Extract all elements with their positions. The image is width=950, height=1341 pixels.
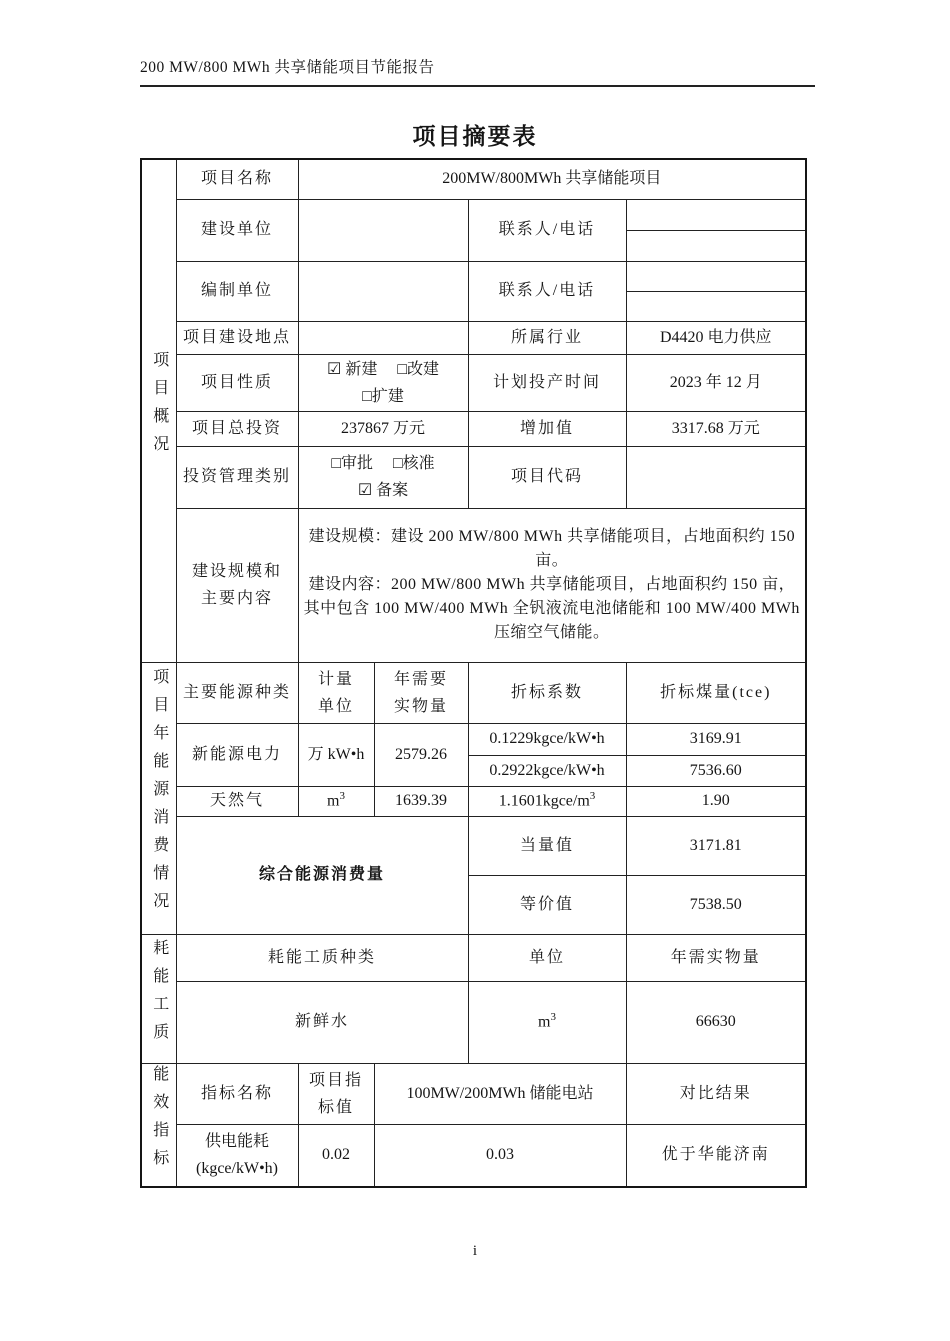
power-consumption-result-cell: 优于华能济南 <box>626 1124 806 1186</box>
electricity-coal2-cell: 7536.60 <box>626 755 806 786</box>
power-consumption-name-cell <box>176 1124 298 1186</box>
compiling-unit-label-cell: 编制单位 <box>176 261 298 321</box>
section-cell-efficiency <box>141 1063 176 1187</box>
scale-label-cell <box>176 508 298 662</box>
commissioning-label-cell: 计划投产时间 <box>468 354 626 411</box>
energy-unit-header-cell <box>298 662 374 723</box>
fresh-water-unit-base: m <box>538 1013 551 1031</box>
scale-label-line2: 主要内容 <box>200 590 273 607</box>
construction-contact-label-cell: 联系人/电话 <box>468 199 626 261</box>
compiling-contact-value-cell-1-empty <box>626 261 806 291</box>
indicator-name-header-cell: 指标名称 <box>176 1063 298 1124</box>
equivalent-label-cell: 当量值 <box>468 816 626 875</box>
medium-unit-header-cell: 单位 <box>468 934 626 981</box>
energy-type-header-cell: 主要能源种类 <box>176 662 298 723</box>
equivalent-value-cell: 3171.81 <box>626 816 806 875</box>
compiling-contact-label-cell: 联系人/电话 <box>468 261 626 321</box>
fresh-water-unit-sup: 3 <box>550 1011 556 1024</box>
section-label-working-medium: 耗能工质 <box>150 938 168 1051</box>
power-consumption-name-line2: (kgce/kW•h) <box>195 1160 278 1178</box>
comparison-header-cell: 对比结果 <box>626 1063 806 1124</box>
gas-name-cell: 天然气 <box>176 786 298 816</box>
location-value-cell-empty <box>298 321 468 354</box>
indicator-target-header-line2: 标值 <box>317 1098 354 1116</box>
indicator-target-header-line1: 项目指 <box>308 1071 363 1089</box>
commissioning-value-cell: 2023 年 12 月 <box>626 354 806 411</box>
energy-amount-header-line1: 年需要 <box>393 670 448 688</box>
section-cell-project-overview <box>141 159 176 662</box>
scale-content-cell <box>298 508 806 662</box>
compiling-contact-value-cell-2-empty <box>626 291 806 321</box>
construction-contact-value-cell-1-empty <box>626 199 806 230</box>
gas-unit-cell <box>298 786 374 816</box>
fresh-water-name-cell: 新鲜水 <box>176 981 468 1063</box>
indicator-target-header-cell <box>298 1063 374 1124</box>
electricity-unit-cell: 万 kW•h <box>298 723 374 786</box>
mgmt-options-line2: ☑ 备案 <box>357 482 409 499</box>
project-summary-table <box>140 158 807 1188</box>
gas-unit-sup: 3 <box>339 790 345 803</box>
nature-options-line1: ☑ 新建 □改建 <box>326 360 439 378</box>
page-title: 项目摘要表 <box>412 124 538 149</box>
energy-amount-header-line2: 实物量 <box>393 697 448 715</box>
section-label-project-overview: 项目概况 <box>150 350 168 463</box>
project-code-label-cell: 项目代码 <box>468 446 626 508</box>
nature-options-line2: □扩建 <box>362 387 404 405</box>
project-name-value-cell: 200MW/800MWh 共享储能项目 <box>298 159 806 199</box>
industry-value-cell: D4420 电力供应 <box>626 321 806 354</box>
running-header-text: 200 MW/800 MWh 共享储能项目节能报告 <box>140 59 435 76</box>
electricity-factor2-cell: 0.2922kgce/kW•h <box>468 755 626 786</box>
gas-amount-cell: 1639.39 <box>374 786 468 816</box>
mgmt-options-line1: □审批 □核准 <box>331 455 435 472</box>
energy-amount-header-cell <box>374 662 468 723</box>
gas-factor-cell <box>468 786 626 816</box>
nature-options-cell <box>298 354 468 411</box>
section-cell-working-medium <box>141 934 176 1063</box>
section-cell-annual-energy <box>141 662 176 934</box>
investment-value-cell: 237867 万元 <box>298 411 468 446</box>
gas-coal-cell: 1.90 <box>626 786 806 816</box>
project-code-value-cell-empty <box>626 446 806 508</box>
scale-label-line1: 建设规模和 <box>191 563 282 580</box>
running-header <box>140 55 815 87</box>
construction-unit-value-cell-empty <box>298 199 468 261</box>
added-value-value-cell: 3317.68 万元 <box>626 411 806 446</box>
energy-coal-header-cell: 折标煤量(tce) <box>626 662 806 723</box>
power-consumption-target-cell: 0.02 <box>298 1124 374 1186</box>
construction-unit-label-cell: 建设单位 <box>176 199 298 261</box>
energy-unit-header-line2: 单位 <box>317 697 354 715</box>
page-number: i <box>472 1243 478 1259</box>
parity-value-cell: 7538.50 <box>626 875 806 934</box>
nature-label-cell: 项目性质 <box>176 354 298 411</box>
industry-label-cell: 所属行业 <box>468 321 626 354</box>
scale-paragraph-1: 建设规模：建设 200 MW/800 MWh 共享储能项目，占地面积约 150 亩。 <box>308 528 796 569</box>
total-energy-label-cell: 综合能源消费量 <box>176 816 468 934</box>
compiling-unit-value-cell-empty <box>298 261 468 321</box>
medium-type-header-cell: 耗能工质种类 <box>176 934 468 981</box>
fresh-water-unit-cell <box>468 981 626 1063</box>
energy-factor-header-cell: 折标系数 <box>468 662 626 723</box>
electricity-name-cell: 新能源电力 <box>176 723 298 786</box>
mgmt-options-cell <box>298 446 468 508</box>
gas-unit-base: m <box>327 792 340 810</box>
scale-paragraph-2: 建设内容：200 MW/800 MWh 共享储能项目，占地面积约 150 亩，其中包含 100 MW/400 MWh 全钒液流电池储能和 100 MW/400 MWh 压缩空气储能。 <box>303 576 800 641</box>
fresh-water-amount-cell: 66630 <box>626 981 806 1063</box>
benchmark-header-cell: 100MW/200MWh 储能电站 <box>374 1063 626 1124</box>
electricity-factor1-cell: 0.1229kgce/kW•h <box>468 723 626 755</box>
investment-label-cell: 项目总投资 <box>176 411 298 446</box>
added-value-label-cell: 增加值 <box>468 411 626 446</box>
mgmt-category-label-cell: 投资管理类别 <box>176 446 298 508</box>
construction-contact-value-cell-2-empty <box>626 230 806 261</box>
energy-unit-header-line1: 计量 <box>317 670 354 688</box>
power-consumption-benchmark-cell: 0.03 <box>374 1124 626 1186</box>
electricity-coal1-cell: 3169.91 <box>626 723 806 755</box>
location-label-cell: 项目建设地点 <box>176 321 298 354</box>
power-consumption-name-line1: 供电能耗 <box>204 1133 269 1151</box>
parity-label-cell: 等价值 <box>468 875 626 934</box>
gas-factor-sup: 3 <box>589 790 596 803</box>
project-name-label-cell: 项目名称 <box>176 159 298 199</box>
section-label-efficiency: 能效指标 <box>150 1064 168 1177</box>
gas-factor-base: 1.1601kgce/m <box>498 792 590 810</box>
electricity-amount-cell: 2579.26 <box>374 723 468 786</box>
medium-amount-header-cell: 年需实物量 <box>626 934 806 981</box>
section-label-annual-energy: 项目年能源消费情况 <box>150 668 168 920</box>
